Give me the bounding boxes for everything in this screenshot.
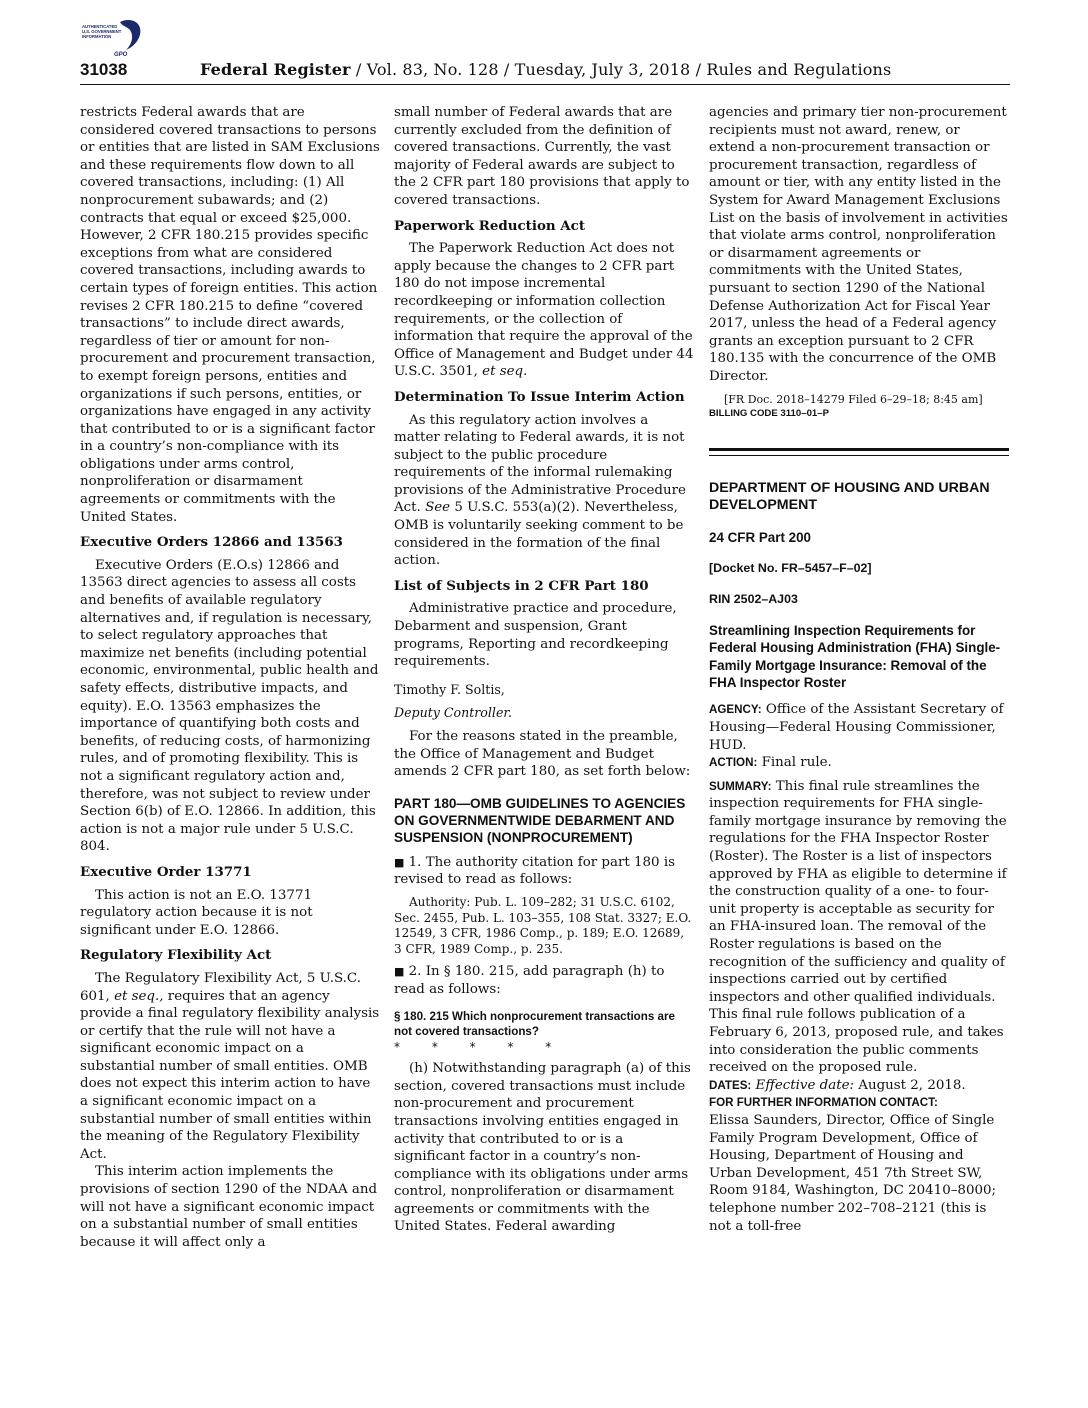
column-2 (394, 104, 694, 1236)
issue-info: / Vol. 83, No. 128 / Tuesday, July 3, 2018 / Rules and Regulations (350, 60, 892, 79)
signer-name: Timothy F. Soltis, (394, 681, 505, 697)
eagle-icon (120, 20, 140, 50)
journal-name: Federal Register (200, 60, 351, 79)
agency-name: DEPARTMENT OF HOUSING AND URBAN DEVELOPMENT (709, 479, 990, 514)
logo-line-2: U.S. GOVERNMENT (82, 29, 122, 34)
signer-title: Deputy Controller. (394, 705, 513, 721)
bullet-icon: ■ (394, 855, 405, 869)
paragraph: As this regulatory action involves a matter relating to Federal awards, it is not subject to the public procedure requirements of the informal rulemaking provisions of the Administrative Procedure Act. See 5 U.S.C. 553(a)(2). Nevertheless, OMB is voluntarily seeking comment to be considered in the formation of the final action. (394, 412, 686, 569)
column-3 (709, 104, 1009, 1235)
paragraph: The Regulatory Flexibility Act, 5 U.S.C. 601, et seq., requires that an agency provide a final regulatory flexibility analysis or certify that the rule will not have a significant economic impact on a substantial number of small entities. OMB does not expect this interim action to have a significant economic impact on a substantial number of small entities within the meaning of the Regulatory Flexibility Act. (80, 970, 380, 1162)
section-heading: Executive Orders 12866 and 13563 (80, 534, 343, 551)
authority-citation: Authority: Pub. L. 109–282; 31 U.S.C. 6102, Sec. 2455, Pub. L. 103–355, 108 Stat. 3327; E.O. 12549, 3 CFR, 1986 Comp., p. 189; E.O. 12689, 3 CFR, 1989 Comp., p. 235. (394, 894, 692, 956)
section-heading: List of Subjects in 2 CFR Part 180 (394, 577, 649, 594)
action-field: ACTION: Final rule. (709, 755, 832, 771)
paragraph: This interim action implements the provisions of section 1290 of the NDAA and will not have a significant economic impact on a substantial number of small entities because it will affect only a (80, 1164, 378, 1250)
rule-title: Streamlining Inspection Requirements for Federal Housing Administration (FHA) Single-Family Mortgage Insurance: Removal of the FHA Inspector Roster (709, 622, 1001, 690)
gpo-authentication-logo (80, 16, 144, 60)
paragraph: small number of Federal awards that are currently excluded from the definition of covered transactions. Currently, the vast majority of Federal awards are subject to the 2 CFR part 180 provisions that apply to covered transactions. (394, 105, 690, 208)
cfr-section-heading: § 180. 215 Which nonprocurement transactions are not covered transactions? (394, 1009, 675, 1038)
paragraph: Administrative practice and procedure, Debarment and suspension, Grant programs, Reporting and recordkeeping requirements. (394, 601, 677, 670)
dates-field: DATES: Effective date: August 2, 2018. (709, 1077, 966, 1093)
logo-line-3: INFORMATION (82, 34, 112, 39)
agency-field: AGENCY: Office of the Assistant Secretary of Housing—Federal Housing Commissioner, HUD. (709, 702, 1004, 753)
contact-label: FOR FURTHER INFORMATION CONTACT: (709, 1096, 938, 1110)
omission-stars: * * * * * (394, 1039, 552, 1054)
billing-code: BILLING CODE 3110–01–P (709, 407, 829, 419)
summary-field: SUMMARY: This final rule streamlines the inspection requirements for FHA single-family mortgage insurance by removing the regulations for the FHA Inspector Roster (Roster). The Roster is a list of inspectors approved by FHA as eligible to determine if the construction quality of a one- to four-unit property is acceptable as security for an FHA-insured loan. The removal of the Roster regulations is based on the recognition of the sufficiency and quality of inspections carried out by certified inspectors and other qualified individuals. This final rule follows publication of a February 6, 2013, proposed rule, and takes into consideration the public comments received on the proposed rule. (709, 778, 1007, 1076)
document-divider (709, 448, 1009, 456)
paragraph: The Paperwork Reduction Act does not apply because the changes to 2 CFR part 180 do not impose incremental recordkeeping or information collection requirements, or the collection of information that require the approval of the Office of Management and Budget under 44 U.S.C. 3501, et seq. (394, 241, 694, 380)
column-1 (80, 104, 380, 1251)
rin-number: RIN 2502–AJ03 (709, 591, 798, 606)
running-title (200, 60, 891, 79)
fr-doc-note: [FR Doc. 2018–14279 Filed 6–29–18; 8:45 am] (724, 392, 983, 406)
amendment-2: ■ 2. In § 180. 215, add paragraph (h) to read as follows: (394, 964, 665, 997)
cfr-part: 24 CFR Part 200 (709, 529, 811, 545)
section-heading: Regulatory Flexibility Act (80, 947, 272, 964)
paragraph: This action is not an E.O. 13771 regulatory action because it is not significant under E.O. 12866. (80, 887, 313, 938)
section-heading: Paperwork Reduction Act (394, 217, 586, 234)
docket-number: [Docket No. FR–5457–F–02] (709, 560, 872, 575)
part-heading: PART 180—OMB GUIDELINES TO AGENCIES ON GOVERNMENTWIDE DEBARMENT AND SUSPENSION (NONPROCUREMENT) (394, 795, 686, 845)
running-header (80, 60, 1010, 85)
section-heading: Executive Order 13771 (80, 863, 252, 880)
page-number: 31038 (80, 60, 128, 79)
contact-field: Elissa Saunders, Director, Office of Single Family Program Development, Office of Housing, Department of Housing and Urban Development, 451 7th Street SW, Room 9184, Washington, DC 20410–8000; telephone number 202–708–2121 (this is not a toll-free (709, 1112, 997, 1234)
paragraph: (h) Notwithstanding paragraph (a) of this section, covered transactions must include non-procurement and procurement transactions involving entities engaged in activity that contributed to or is a significant factor in a country’s non-compliance with its obligations under arms control, nonproliferation or disarmament agreements or commitments with the United States. Federal awarding (394, 1061, 691, 1235)
section-heading: Determination To Issue Interim Action (394, 388, 685, 405)
logo-line-1: AUTHENTICATED (82, 24, 118, 29)
paragraph: agencies and primary tier non-procurement recipients must not award, renew, or extend a non-procurement transaction or procurement transaction, regardless of amount or tier, with any entity listed in the System for Award Management Exclusions List on the basis of involvement in activities that violate arms control, nonproliferation or disarmament agreements or commitments with the United States, pursuant to section 1290 of the National Defense Authorization Act for Fiscal Year 2017, unless the head of a Federal agency grants an exception pursuant to 2 CFR 180.135 with the concurrence of the OMB Director. (709, 105, 1008, 384)
paragraph: For the reasons stated in the preamble, the Office of Management and Budget amends 2 CFR part 180, as set forth below: (394, 729, 691, 780)
logo-gpo: GPO (114, 52, 128, 58)
paragraph: Executive Orders (E.O.s) 12866 and 13563 direct agencies to assess all costs and benefits of available regulatory alternatives and, if regulation is necessary, to select regulatory approaches that maximize net benefits (including potential economic, environmental, public health and safety effects, distributive impacts, and equity). E.O. 13563 emphasizes the importance of quantifying both costs and benefits, of reducing costs, of harmonizing rules, and of promoting flexibility. This is not a significant regulatory action and, therefore, was not subject to review under Section 6(b) of E.O. 12866. In addition, this action is not a major rule under 5 U.S.C. 804. (80, 557, 379, 855)
paragraph: restricts Federal awards that are considered covered transactions to persons or entities that are listed in SAM Exclusions and these requirements flow down to all covered transactions, including: (1) All nonprocurement subawards; and (2) contracts that equal or exceed $25,000. However, 2 CFR 180.215 provides specific exceptions from what are considered covered transactions, including awards to certain types of foreign entities. This action revises 2 CFR 180.215 to define “covered transactions” to include direct awards, regardless of tier or amount for non-procurement and procurement transaction, to exempt foreign persons, entities and organizations if such persons, entities, or organizations have engaged in any activity that contributed to or is a significant factor in a country’s non-compliance with its obligations under arms control, nonproliferation or disarmament agreements or commitments with the United States. (80, 105, 380, 525)
amendment-1: ■ 1. The authority citation for part 180 is revised to read as follows: (394, 854, 675, 888)
bullet-icon: ■ (394, 965, 405, 979)
